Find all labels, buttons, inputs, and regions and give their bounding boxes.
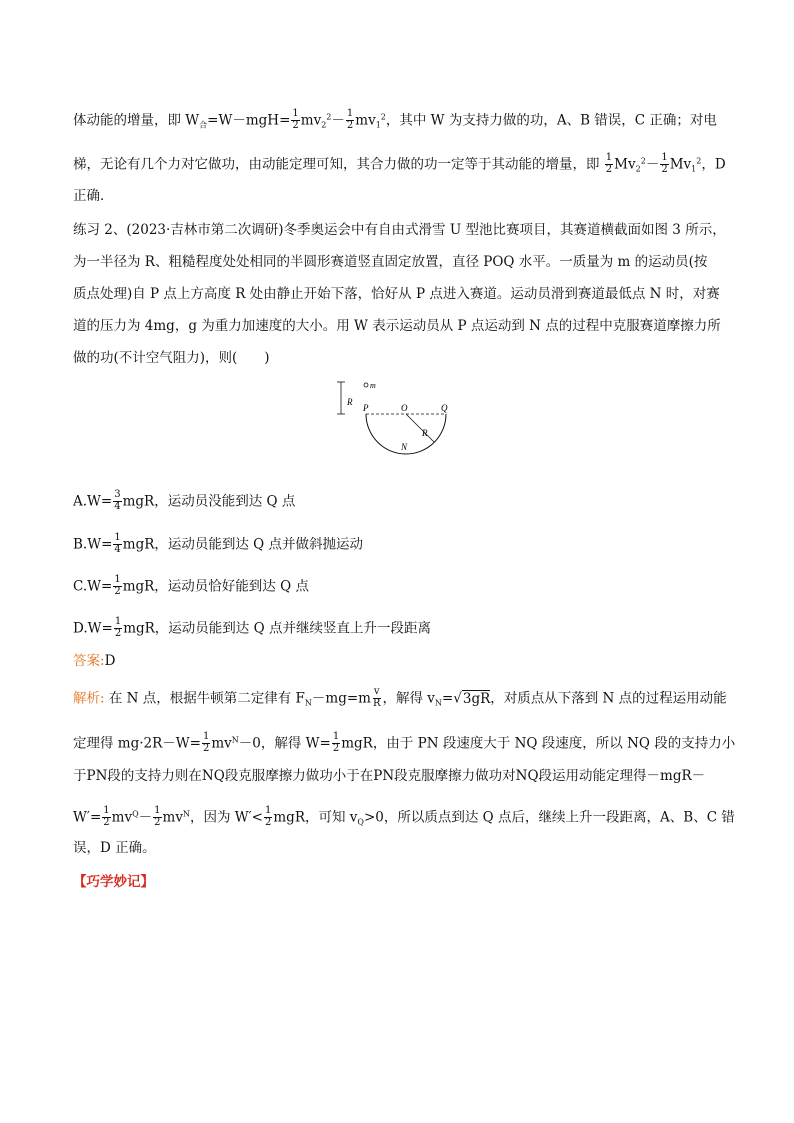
fraction: $\frac{1}{2}$: [103, 805, 110, 828]
fraction: $\frac{1}{2}$: [154, 805, 161, 828]
question-line: 做的功(不计空气阻力)，则( ): [73, 350, 270, 366]
tip-heading: 【巧学妙记】: [73, 874, 154, 890]
fraction: $\frac{1}{2}$: [114, 574, 121, 597]
label-Q: Q: [441, 403, 448, 413]
question-line: 质点处理)自 P 点上方高度 R 处由静止开始下落，恰好从 P 点进入赛道。运动员滑到赛道最低点 N 时，对赛: [73, 286, 720, 302]
option-b: B.W= $\frac{1}{4}$ mgR，运动员能到达 Q 点并做斜抛运动: [73, 532, 364, 555]
analysis-line: 定理得 mg·2R－W= $\frac{1}{2}$ $mv^N-0$，解得 W= $\frac{1}{2}$ mgR，由于 PN 段速度大于 NQ 段速度，所以 NQ 段的支持力小: [73, 731, 736, 754]
option-d: D.W= $\frac{1}{2}$ mgR，运动员能到达 Q 点并继续竖直上升一段距离: [73, 616, 431, 639]
text-line: 梯，无论有几个力对它做功，由动能定理可知，其合力做的功一定等于其动能的增量，即 $\frac{1}{2}$ $Mv_2^2-$ $\frac{1}{2}$ $Mv_1^2$，D: [73, 152, 726, 175]
fraction: $\frac{1}{2}$: [202, 731, 210, 754]
fraction: $\frac{1}{2}$: [605, 152, 613, 175]
fraction: $\frac{1}{2}$: [661, 152, 668, 175]
label-R-height: R: [347, 397, 353, 407]
label-N: N: [401, 442, 408, 452]
fraction: $\frac{1}{4}$: [114, 532, 121, 555]
fraction: $\frac{1}{2}$: [292, 108, 299, 131]
option-a: A.W= $\frac{3}{4}$ mgR，运动员没能到达 Q 点: [73, 489, 296, 512]
text-line: 体动能的增量，即 $W_合=W-mgH=$ $\frac{1}{2}$ $mv_2^2-$ $\frac{1}{2}$ $mv_1^2$，其中 W 为支持力做的功，A、B 错误，C 正确；对电: [73, 108, 717, 131]
question-line: 为一半径为 R、粗糙程度处处相同的半圆形赛道竖直固定放置，直径 POQ 水平。一质量为 m 的运动员(按: [73, 254, 708, 270]
question-line: 练习 2、(2023·吉林市第二次调研)冬季奥运会中有自由式滑雪 U 型池比赛项目，其赛道横截面如图 3 所示，: [73, 222, 726, 238]
label-m: m: [370, 381, 376, 390]
label-P: P: [363, 403, 369, 413]
text-line: 正确．: [73, 188, 114, 204]
answer-value: D: [104, 653, 116, 669]
fraction: $\frac{1}{2}$: [114, 616, 122, 639]
option-c: C.W= $\frac{1}{2}$ mgR，运动员恰好能到达 Q 点: [73, 574, 309, 597]
answer-line: [73, 655, 115, 669]
track-figure: [333, 380, 463, 480]
radius-line: [406, 414, 434, 442]
analysis-line: 误，D 正确。: [73, 840, 156, 856]
analysis-label: 解析:: [73, 690, 105, 707]
fraction: $\frac{1}{2}$: [332, 731, 340, 754]
label-O: O: [401, 403, 408, 413]
fraction: $\frac{v}{R}$: [372, 686, 381, 709]
fraction: $\frac{3}{4}$: [114, 489, 121, 512]
fraction: $\frac{1}{2}$: [265, 805, 272, 828]
answer-label: 答案:: [73, 653, 105, 669]
analysis-line: 于PN段的支持力则在NQ段克服摩擦力做功小于在PN段克服摩擦力做功对NQ段运用动能定理得－mgR－: [73, 768, 706, 784]
mass-point: [364, 383, 368, 387]
analysis-line: 解析: 在 N 点，根据牛顿第二定律有 $F_N-mg=m$ $\frac{v}{R}$ ，解得 $v_N=√3gR$，对质点从下落到 N 点的过程运用动能: [73, 686, 727, 709]
label-R-radius: R: [422, 428, 428, 438]
fraction: $\frac{1}{2}$: [346, 108, 354, 131]
analysis-line: W′= $\frac{1}{2}$ $mv^Q-$ $\frac{1}{2}$ $mv^N$，因为 W′< $\frac{1}{2}$ mgR，可知 $v_Q>0$，所以质点到达 Q 点后，继续上升一段距离，A、B、C 错: [73, 805, 735, 828]
question-line: 道的压力为 4mg，g 为重力加速度的大小。用 W 表示运动员从 P 点运动到 N 点的过程中克服赛道摩擦力所: [73, 318, 721, 334]
